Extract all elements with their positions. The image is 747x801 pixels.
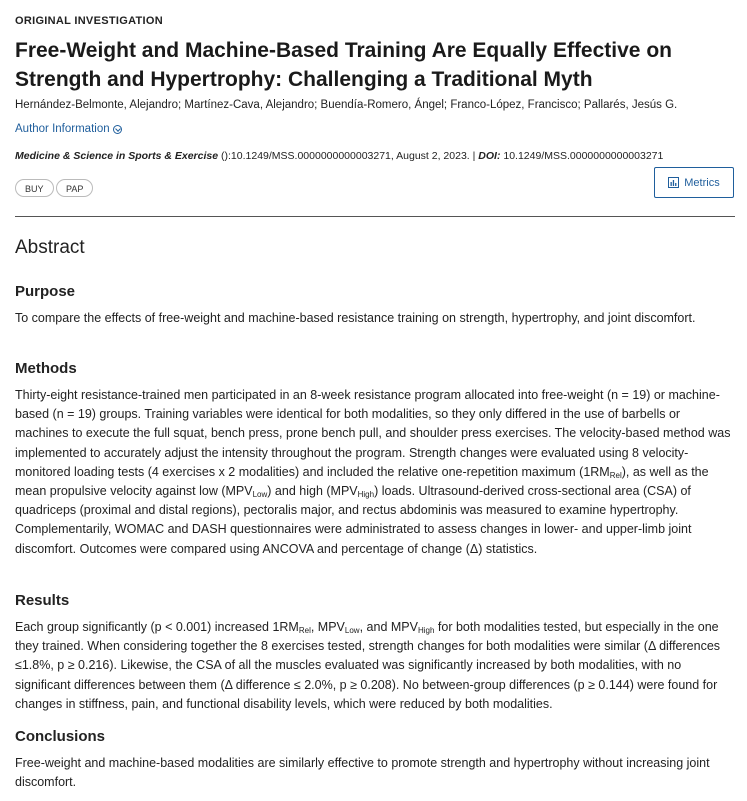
chevron-down-icon (113, 125, 122, 134)
author-list: Hernández-Belmonte, Alejandro; Martínez-Cava, Alejandro; Buendía-Romero, Ángel; Franco-López, Francisco; Pallarés, Jesús G. (15, 99, 678, 111)
purpose-section (15, 282, 735, 328)
journal-name: Medicine & Science in Sports & Exercise (15, 150, 219, 162)
metrics-button[interactable] (654, 167, 734, 198)
article-title: Free-Weight and Machine-Based Training Are Equally Effective on Strength and Hypertrophy: Challenging a Traditional Myth (15, 39, 672, 91)
abstract-heading: Abstract (15, 237, 85, 258)
purpose-heading: Purpose (15, 283, 76, 300)
author-information-label: Author Information (15, 123, 110, 135)
author-information-toggle[interactable] (15, 123, 122, 135)
article-type-label: ORIGINAL INVESTIGATION (15, 15, 163, 27)
metrics-label: Metrics (684, 176, 720, 189)
results-section (15, 591, 735, 714)
conclusions-heading: Conclusions (15, 728, 106, 745)
header-divider (15, 216, 735, 217)
results-text: Each group significantly (p < 0.001) increased $1RM_{Rel}$, $MPV_{Low}$, and $MPV_{High}$ for both modalities tested, but especially in the one they trained. When considering together the 8 exercises tested, strength changes for both modalities were similar (Δ differences ≤1.8%, p ≥ 0.216). Likewise, the CSA of all the muscles evaluated was significantly increased by both modalities, with no significant differences between them (Δ difference ≤ 2.0%, p ≥ 0.208). No between-group differences (p ≥ 0.144) were found for changes in stiffness, pain, and functional disability levels, which were reduced by both modalities. (15, 620, 721, 711)
purpose-text: To compare the effects of free-weight and machine-based resistance training on strength, hypertrophy, and joint discomfort. (15, 311, 696, 325)
methods-text: Thirty-eight resistance-trained men participated in an 8-week resistance program allocated into free-weight (n = 19) or machine-based (n = 19) groups. Training variables were identical for both modalities, so they only differed in the use of barbells or machines to execute the full squat, bench press, prone bench pull, and shoulder press exercises. The velocity-based method was implemented to accurately adjust the intensity throughout the program. Strength changes were evaluated using 8 velocity-monitored loading tests (4 exercises x 2 modalities) and included the relative one-repetition maximum $(1RM_{Rel})$, as well as the mean propulsive velocity against low $(MPV_{Low})$ and high $(MPV_{High})$ loads. Ultrasound-derived cross-sectional area (CSA) of quadriceps (proximal and distal regions), pectoralis major, and rectus abdominis was measured to examine hypertrophy. Complementarily, WOMAC and DASH questionnaires were administrated to assess changes in lower- and upper-limb joint discomfort. Outcomes were compared using ANCOVA and percentage of change (Δ) statistics. (15, 388, 731, 556)
doi-value: 10.1249/MSS.0000000000003271 (500, 150, 664, 162)
methods-heading: Methods (15, 360, 77, 377)
citation-line (15, 150, 663, 162)
methods-section (15, 359, 735, 559)
citation-ref: ():10.1249/MSS.0000000000003271, August 2, 2023. | (218, 150, 479, 162)
conclusions-text: Free-weight and machine-based modalities are similarly effective to promote strength and hypertrophy without increasing joint discomfort. (15, 756, 710, 790)
buy-button[interactable]: BUY (15, 179, 54, 197)
results-heading: Results (15, 592, 70, 609)
conclusions-section (15, 727, 735, 792)
doi-label: DOI: (478, 150, 501, 162)
pap-button[interactable]: PAP (56, 179, 93, 197)
bar-chart-icon (668, 177, 679, 188)
